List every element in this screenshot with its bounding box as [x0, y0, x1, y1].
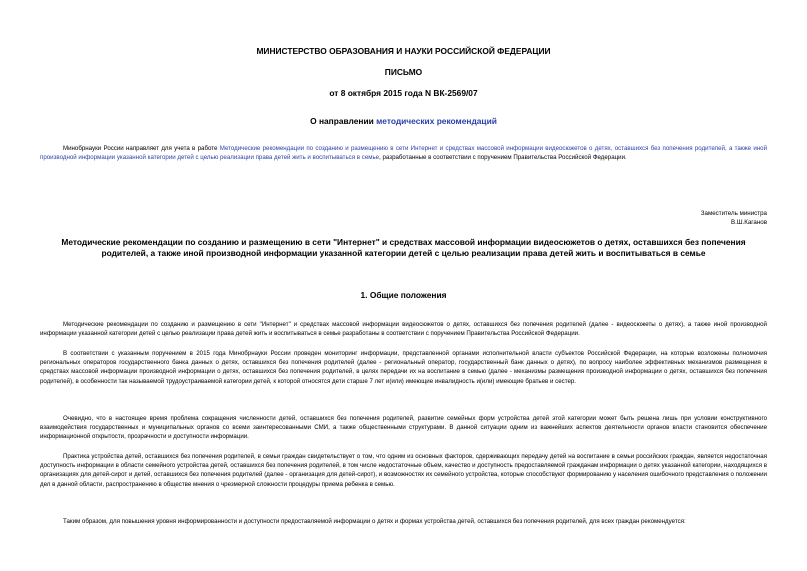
- subject-link[interactable]: методических рекомендаций: [376, 116, 497, 126]
- intro-paragraph: [40, 144, 767, 162]
- recommendations-link[interactable]: Методические рекомендации по созданию и размещению в сети Интернет и средствах массовой информации видеосюжетов о детях, оставшихся без попечения родителей, а также иной производной информации указанной категории детей с целью реализации права детей жить и воспитываться в семье: [40, 145, 767, 162]
- signature-name: В.Ш.Каганов: [731, 219, 767, 226]
- document-type: ПИСЬМО: [384, 67, 423, 77]
- ministry-heading: МИНИСТЕРСТВО ОБРАЗОВАНИЯ И НАУКИ РОССИЙСКОЙ ФЕДЕРАЦИИ: [256, 46, 551, 56]
- signature-position: Заместитель министра: [700, 210, 767, 217]
- paragraph-1: Методические рекомендации по созданию и размещению в сети "Интернет" и средствах массовой информации видеосюжетов о детях, оставшихся без попечения родителей (далее - видеосюжеты о детях), а также иной производной информации указанной категории детей с целью реализации права детей жить и воспитываться в семье разработаны в соответствии с поручением Правительства Российской Федерации.: [40, 321, 767, 338]
- paragraph-4: Практика устройства детей, оставшихся без попечения родителей, в семьи граждан свидетельствует о том, что одним из основных факторов, сдерживающих передачу детей на воспитание в семьи российских граждан, является недостаточная доступность информации в области семейного устройства детей, оставшихся без попечения родителей, в том числе недостаточные объем, качество и доступность предоставляемой гражданам информации о детях указанной категории, находящихся в организациях для детей-сирот и детей, оставшихся без попечения родителей (далее - организация для детей-сирот), и возможностях их семейного устройства, которые способствуют формированию у населения ошибочного представления о положении дел в данной области, распространению в обществе мнения о чрезмерной сложности процедуры приема ребенка в семью.: [40, 453, 767, 488]
- signature-block: [701, 209, 767, 227]
- document-subject: [40, 116, 767, 127]
- paragraph-5: Таким образом, для повышения уровня информированности и доступности предоставляемой информации о детях и формах устройства детей, оставшихся без попечения родителей, для всех граждан рекомендуется:: [63, 518, 686, 525]
- document-date-number: от 8 октября 2015 года N ВК-2569/07: [329, 88, 478, 98]
- subject-prefix: О направлении: [310, 116, 377, 126]
- intro-text-after: , разработанные в соответствии с поручением Правительства Российской Федерации.: [379, 154, 627, 162]
- paragraph-2: В соответствии с указанным поручением в 2015 года Минобрнауки России проведен мониторинг информации, представленной органами исполнительной власти субъектов Российской Федерации, на которые возложены полномочия региональных операторов государственного банка данных о детях, оставшихся без попечения родителей (далее - региональный оператор, государственный банк данных о детях), по вопросу наиболее эффективных механизмов размещения в средствах массовой информации производной информации о детях, оставшихся без попечения родителей, в целях передачи их на воспитание в семью (далее - механизмы размещения производной информации о детях, оставшихся без попечения родителей), в особенности так называемой трудоустраиваемой категории детей, к которой относятся дети старше 7 лет и(или) имеющие инвалидность и(или) имеющие братьев и сестер.: [40, 350, 767, 385]
- section-heading: 1. Общие положения: [360, 290, 447, 300]
- recommendations-title: Методические рекомендации по созданию и размещению в сети "Интернет" и средствах массовой информации видеосюжетов о детях, оставшихся без попечения родителей, а также иной производной информации указанной категории детей с целью реализации права детей жить и воспитываться в семье: [61, 237, 746, 258]
- intro-text-before: Минобрнауки России направляет для учета в работе: [63, 145, 220, 152]
- paragraph-3: Очевидно, что в настоящее время проблема сокращения численности детей, оставшихся без попечения родителей, развитие семейных форм устройства детей этой категории может быть решена лишь при условии конструктивного взаимодействия государственных и муниципальных органов со всеми заинтересованными СМИ, а также общественными структурами. В данной ситуации одним из важнейших аспектов деятельности органов власти становится обеспечение информационной открытости, прозрачности и доступности информации.: [40, 415, 767, 441]
